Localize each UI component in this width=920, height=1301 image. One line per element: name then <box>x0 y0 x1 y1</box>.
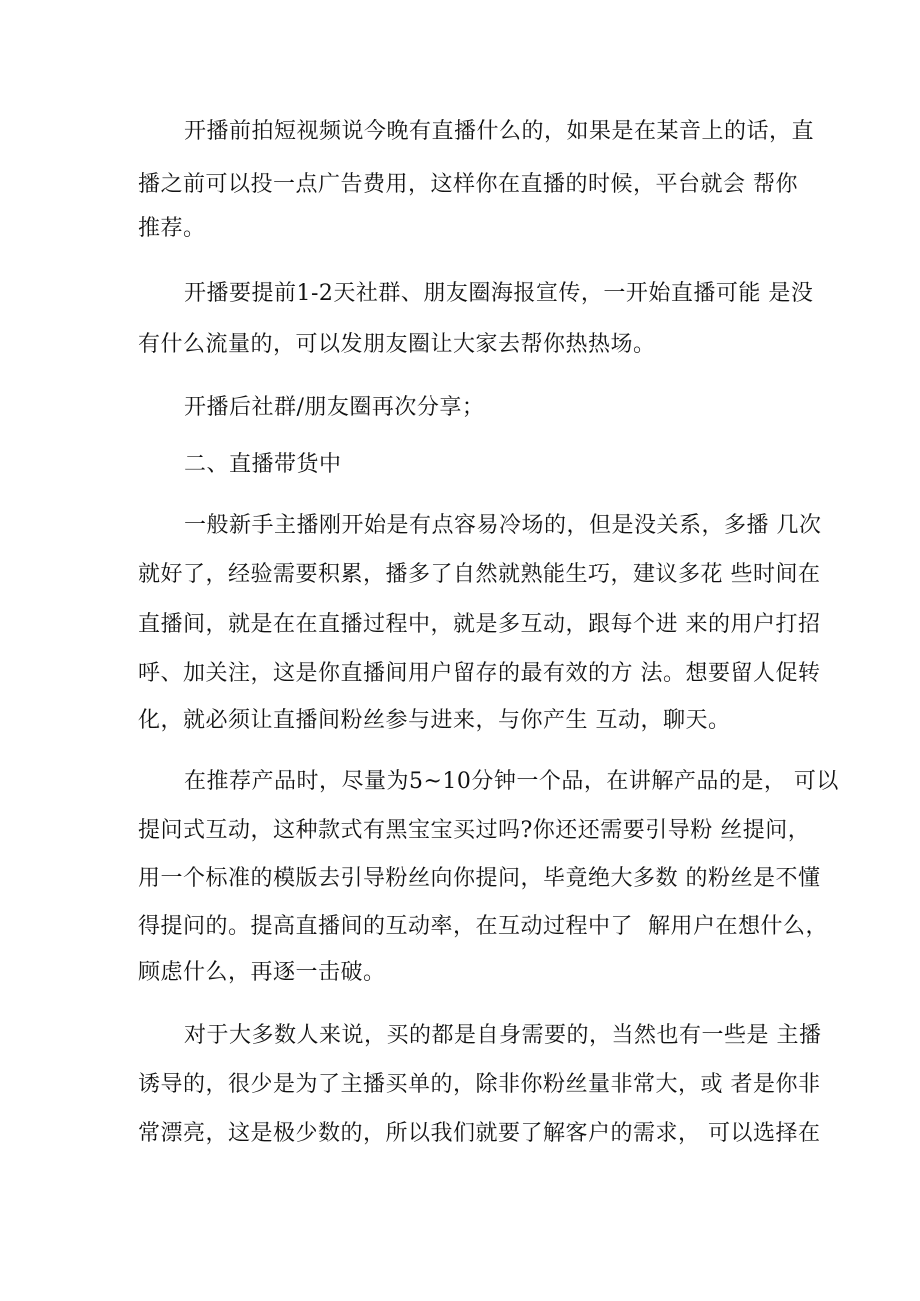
text-line: 常漂亮，这是极少数的，所以我们就要了解客户的需求， 可以选择在 <box>138 1121 821 1146</box>
text-line: 提问式互动，这种款式有黑宝宝买过吗?你还还需要引导粉 丝提问， <box>138 818 811 843</box>
section-heading: 二、直播带货中 <box>184 452 342 477</box>
text-line: 对于大多数人来说，买的都是自身需要的，当然也有一些是 主播 <box>184 1023 822 1048</box>
text-line: 一般新手主播刚开始是有点容易冷场的，但是没关系，多播 几次 <box>184 513 822 538</box>
text-line: 在推荐产品时，尽量为5~10分钟一个品，在讲解产品的是， 可以 <box>184 769 839 794</box>
text-line: 有什么流量的，可以发朋友圈让大家去帮你热热场。 <box>138 332 656 357</box>
text-line: 开播后社群/朋友圈再次分享； <box>184 395 485 420</box>
text-line: 就好了，经验需要积累，播多了自然就熟能生巧，建议多花 些时间在 <box>138 562 821 587</box>
text-line: 用一个标准的模版去引导粉丝向你提问，毕竟绝大多数 的粉丝是不懂 <box>138 866 821 891</box>
text-line: 开播要提前1-2天社群、朋友圈海报宣传，一开始直播可能 是没 <box>184 281 814 306</box>
text-line: 得提问的。提高直播间的互动率，在互动过程中了 解用户在想什么， <box>138 914 828 939</box>
text-line: 诱导的，很少是为了主播买单的，除非你粉丝量非常大，或 者是你非 <box>138 1072 821 1097</box>
text-line: 推荐。 <box>138 216 206 241</box>
text-line: 化，就必须让直播间粉丝参与进来，与你产生 互动，聊天。 <box>138 708 731 733</box>
text-line: 顾虑什么，再逐一击破。 <box>138 960 386 985</box>
text-line: 直播间，就是在在直播过程中，就是多互动，跟每个进 来的用户打招 <box>138 612 821 637</box>
text-line: 播之前可以投一点广告费用，这样你在直播的时候，平台就会 帮你 <box>138 172 798 197</box>
text-line: 开播前拍短视频说今晚有直播什么的，如果是在某音上的话，直 <box>184 119 815 144</box>
text-line: 呼、加关注，这是你直播间用户留存的最有效的方 法。想要留人促转 <box>138 661 821 686</box>
